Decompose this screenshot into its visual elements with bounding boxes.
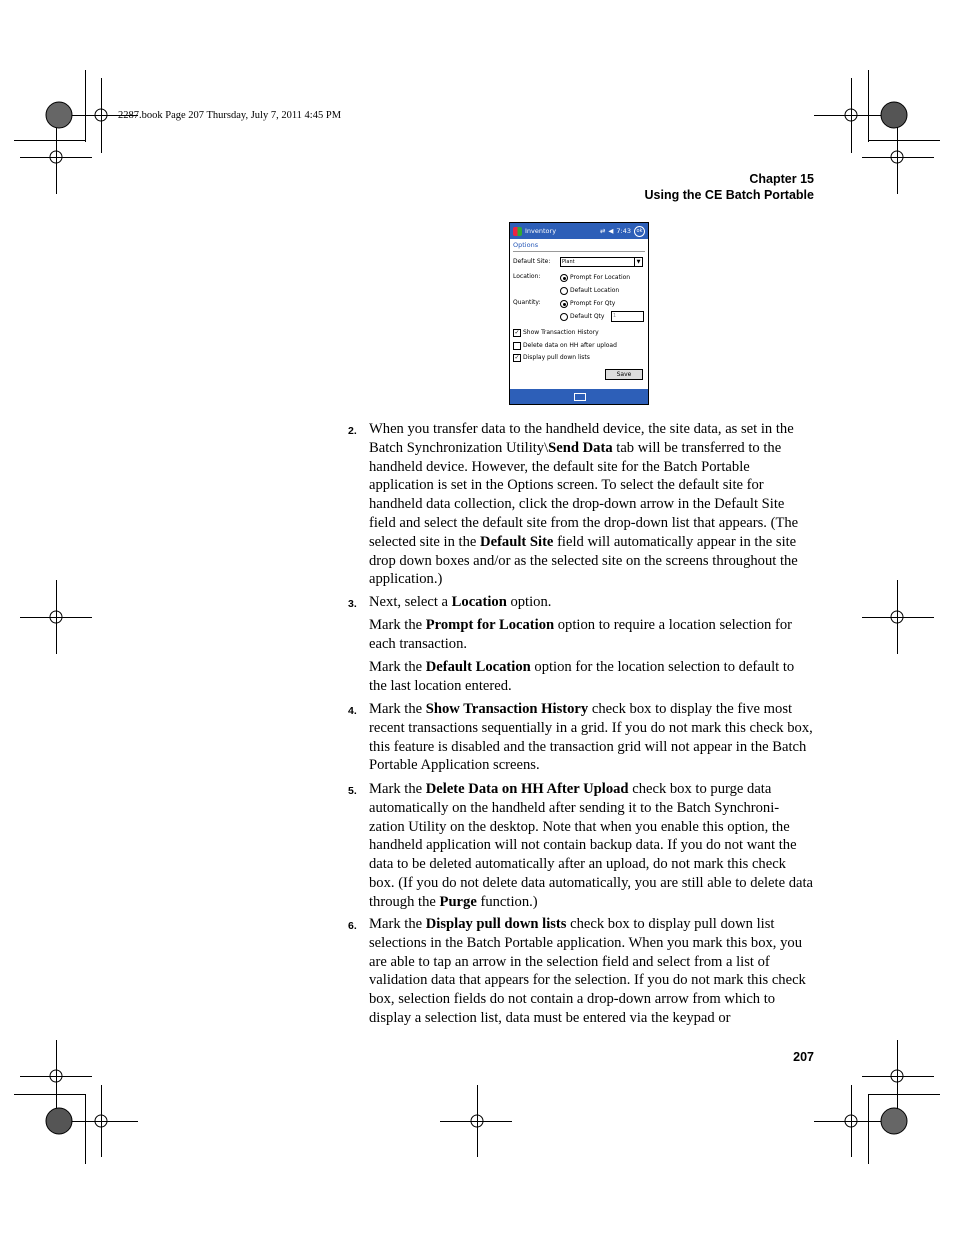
step-number: 3.: [348, 598, 357, 610]
chevron-down-icon[interactable]: ▼: [634, 258, 642, 266]
step-2-text: When you transfer data to the handheld device, the site data, as set in the Batch Synchronization Utility\Send Data tab will be transferred to the handheld device. However, the default site for the Batch Portable application is set in the Options screen. To select the default site for handheld data collection, click the drop-down arrow in the Default Site field and select the default site from the drop-down list that appears. (The selected site in the Default Site field will automatically appear in the site drop down boxes and/or as the selected site on the screens throughout the application.): [369, 421, 799, 588]
radio-prompt-location-label: Prompt For Location: [570, 274, 631, 281]
windows-start-icon: [513, 227, 522, 236]
radio-prompt-qty[interactable]: [560, 300, 568, 308]
checkbox-pull-down-label: Display pull down lists: [523, 354, 590, 361]
radio-default-location-label: Default Location: [570, 287, 620, 294]
step-3-text: Next, select a Location option.: [369, 594, 552, 610]
save-button[interactable]: Save: [605, 369, 643, 380]
checkbox-delete-data-label: Delete data on HH after upload: [523, 342, 617, 349]
checkbox-pull-down[interactable]: ✓: [514, 354, 520, 361]
device-title-bar: [510, 223, 648, 239]
radio-prompt-location[interactable]: [560, 274, 568, 282]
options-tab[interactable]: Options: [513, 241, 539, 249]
device-app-title: Inventory: [525, 227, 557, 235]
step-3-default-location: Mark the Default Location option for the location selection to default to the last location entered.: [369, 659, 795, 694]
default-qty-input[interactable]: 1: [611, 311, 644, 322]
default-site-select[interactable]: [560, 257, 643, 267]
step-6-text: Mark the Display pull down lists check box to display pull down list selections in the Batch Portable application. When you mark this box, you are able to tap an arrow in the selection field and select from a list of validation data that appears for the selection. If you do not mark this check box, selection fields do not contain a drop-down arrow from which to display a selection list, data must be entered via the keypad or: [369, 916, 806, 1026]
radio-default-location[interactable]: [560, 287, 568, 295]
default-site-label: Default Site:: [513, 258, 551, 265]
checkbox-show-history-label: Show Transaction History: [523, 329, 599, 336]
chapter-number: Chapter 15: [749, 172, 814, 186]
device-screenshot: [509, 222, 649, 405]
quantity-label: Quantity:: [513, 299, 541, 306]
default-site-value: Plant: [562, 259, 575, 265]
device-bottom-bar: [510, 389, 648, 404]
step-number: 5.: [348, 785, 357, 797]
step-4-text: Mark the Show Transaction History check box to display the five most recent transactions sequentially in a grid. If you do not mark this check box, this feature is disabled and the transaction grid will not appear in the Batch Portable Application screens.: [369, 701, 813, 774]
radio-default-qty[interactable]: [560, 313, 568, 321]
print-slug: 2287.book Page 207 Thursday, July 7, 2011 4:45 PM: [118, 110, 342, 121]
location-label: Location:: [513, 273, 541, 280]
radio-default-qty-label: Default Qty: [570, 313, 605, 320]
step-number: 2.: [348, 425, 357, 437]
checkbox-show-history[interactable]: ✓: [514, 329, 520, 336]
step-number: 4.: [348, 705, 357, 717]
device-options-panel: [510, 239, 648, 389]
step-3-prompt-location: Mark the Prompt for Location option to require a location selection for each transaction.: [369, 617, 792, 652]
checkbox-delete-data[interactable]: [513, 342, 521, 350]
radio-prompt-qty-label: Prompt For Qty: [570, 300, 616, 307]
device-time: 7:43: [616, 227, 631, 235]
page-number: 207: [793, 1050, 814, 1064]
step-5-text: Mark the Delete Data on HH After Upload check box to purge data automatically on the handheld after sending it to the Batch Synchroni-zation Utility on the desktop. Note that when you enable this option, the handheld application will not contain backup data. If you do not want the data to be deleted automatically after an upload, do not mark this check box. (If you do not delete data automatically, you are still able to delete data through the Purge function.): [369, 781, 814, 910]
keyboard-icon[interactable]: [574, 393, 586, 401]
ok-button[interactable]: ok: [634, 226, 645, 237]
step-number: 6.: [348, 920, 357, 932]
speaker-icon: ◀: [608, 227, 614, 235]
chapter-title: Using the CE Batch Portable: [644, 188, 814, 202]
sync-icon: ⇄: [599, 227, 606, 235]
